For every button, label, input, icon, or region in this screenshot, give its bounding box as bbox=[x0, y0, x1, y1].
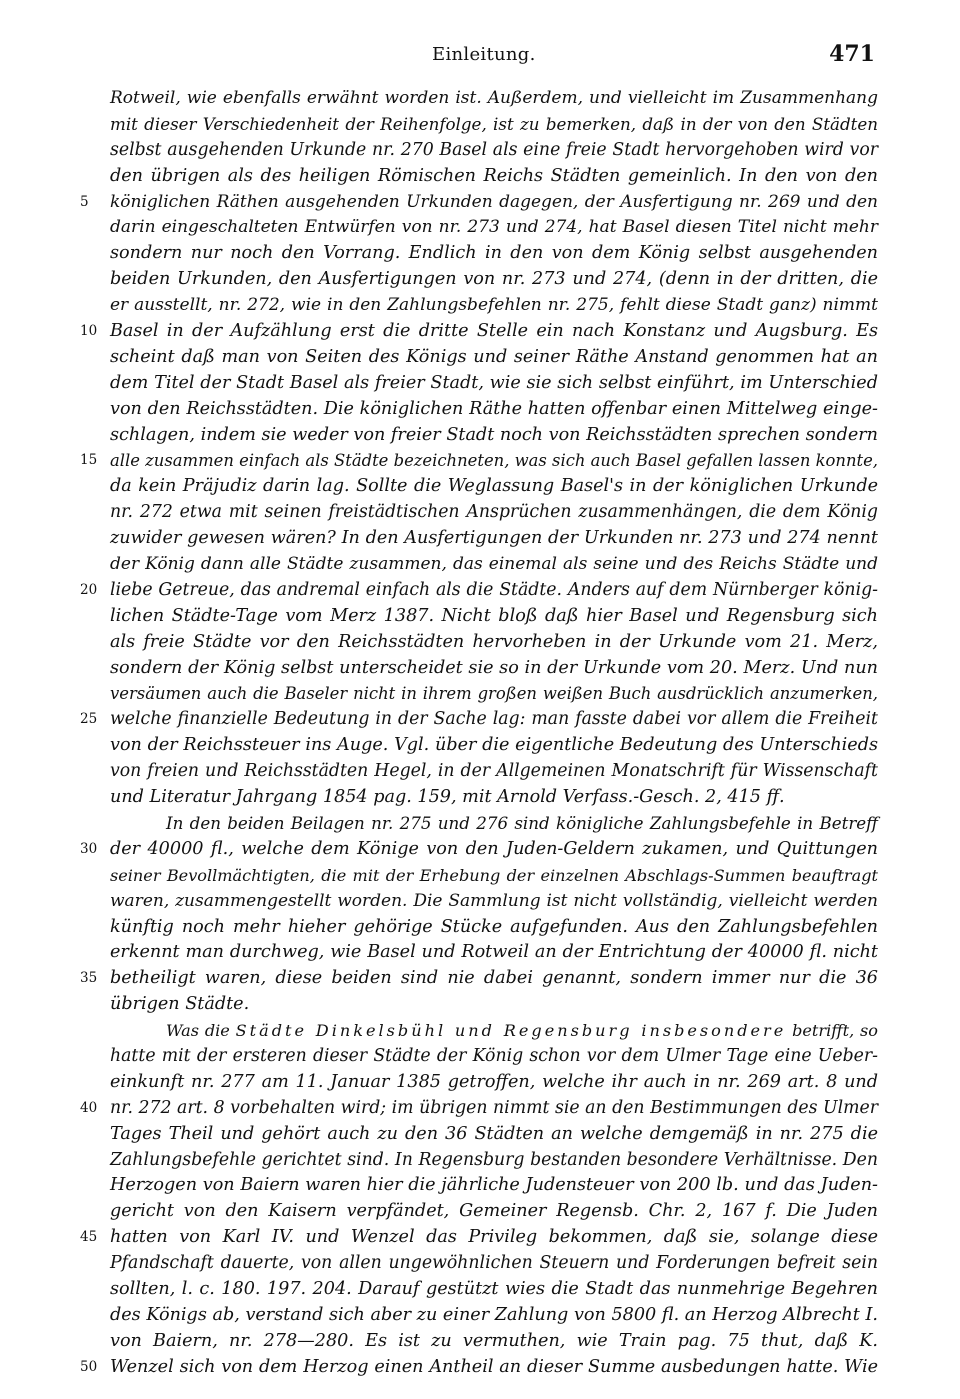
text-line bbox=[80, 578, 878, 604]
line-number: 20 bbox=[80, 581, 98, 598]
line-number: 40 bbox=[80, 1099, 98, 1116]
text-line bbox=[110, 785, 878, 811]
line-text: betrifft, so bbox=[786, 1021, 878, 1041]
text-line bbox=[110, 1044, 878, 1070]
line-text: betheiligt waren, diese beiden sind nie dabei genannt, sondern immer nur die 36 bbox=[110, 968, 878, 989]
line-text: er ausstellt, nr. 272, wie in den Zahlungsbefehlen nr. 275, fehlt diese Stadt ganz) nimmt bbox=[110, 295, 878, 316]
text-line bbox=[110, 915, 878, 941]
text-line bbox=[80, 319, 878, 345]
text-line bbox=[110, 1122, 878, 1148]
line-text: von den Reichsstädten. Die königlichen Räthe hatten offenbar einen Mittelweg einge- bbox=[110, 398, 878, 419]
line-text: liebe Getreue, das andremal einfach als die Städte. Anders auf dem Nürnberger könig- bbox=[110, 579, 878, 600]
line-text: sondern der König selbst unterscheidet sie so in der Urkunde vom 20. Merz. Und nun bbox=[110, 657, 878, 678]
text-line bbox=[110, 940, 878, 966]
line-text: Wenzel sich von dem Herzog einen Antheil an dieser Summe ausbedungen hatte. Wie bbox=[110, 1356, 878, 1377]
text-line bbox=[110, 1018, 878, 1044]
line-text: beiden Urkunden, den Ausfertigungen von nr. 273 und 274, (denn in der dritten, die bbox=[110, 269, 878, 290]
text-line bbox=[80, 448, 878, 474]
line-text: von der Reichssteuer ins Auge. Vgl. über die eigentliche Bedeutung des Unterschieds bbox=[110, 735, 878, 756]
line-text: der König dann alle Städte zusammen, das einemal als seine und des Reichs Städte und bbox=[110, 554, 878, 575]
line-text: In den beiden Beilagen nr. 275 und 276 sind königliche Zahlungsbefehle in Betreff bbox=[166, 812, 878, 833]
text-line bbox=[110, 293, 878, 319]
spaced-emphasis: Städte Dinkelsbühl und Regensburg insbesondere bbox=[235, 1021, 787, 1041]
text-line bbox=[110, 863, 878, 889]
line-text: sondern nur noch den Vorrang. Endlich in den von dem König selbst ausgehenden bbox=[110, 243, 878, 264]
text-line bbox=[80, 966, 878, 992]
line-text: der 40000 fl., welche dem Könige von den Juden-Geldern zukamen, und Quittungen bbox=[110, 838, 878, 859]
line-text: selbst ausgehenden Urkunde nr. 270 Basel als eine freie Stadt hervorgehoben wird vor bbox=[110, 139, 878, 160]
line-text: dem Titel der Stadt Basel als freier Stadt, wie sie sich selbst einführt, im Unterschied bbox=[110, 372, 878, 393]
text-line bbox=[110, 889, 878, 915]
line-text: scheint daß man von Seiten des Königs und seiner Räthe Anstand genommen hat an bbox=[110, 346, 878, 367]
line-text: Basel in der Aufzählung erst die dritte Stelle ein nach Konstanz und Augsburg. Es bbox=[110, 321, 878, 342]
text-line bbox=[110, 474, 878, 500]
text-line bbox=[110, 681, 878, 707]
line-number: 35 bbox=[80, 970, 98, 987]
line-text: Zahlungsbefehle gerichtet sind. In Regensburg bestanden besondere Verhältnisse. Den bbox=[110, 1149, 878, 1170]
text-line bbox=[110, 811, 878, 837]
line-number: 25 bbox=[80, 711, 98, 728]
text-line bbox=[110, 1070, 878, 1096]
text-line bbox=[80, 1355, 878, 1381]
line-text: zuwider gewesen wären? In den Ausfertigungen der Urkunden nr. 273 und 274 nennt bbox=[110, 528, 878, 549]
line-text: schlagen, indem sie weder von freier Stadt noch von Reichsstädten sprechen sondern bbox=[110, 424, 878, 445]
line-text: versäumen auch die Baseler nicht in ihrem großen weißen Buch ausdrücklich anzumerken, bbox=[110, 684, 878, 704]
line-number: 50 bbox=[80, 1358, 98, 1375]
line-text: lichen Städte-Tage vom Merz 1387. Nicht bloß daß hier Basel und Regensburg sich bbox=[110, 605, 878, 626]
line-text: darin eingeschalteten Entwürfen von nr. 273 und 274, hat Basel diesen Titel nicht mehr bbox=[110, 217, 878, 238]
line-text: als freie Städte vor den Reichsstädten hervorheben in der Urkunde vom 21. Merz, bbox=[110, 631, 878, 652]
line-number: 10 bbox=[80, 323, 98, 340]
text-line bbox=[110, 604, 878, 630]
text-line bbox=[110, 526, 878, 552]
line-text: Pfandschaft dauerte, von allen ungewöhnlichen Steuern und Forderungen befreit sein bbox=[110, 1253, 878, 1274]
text-line bbox=[110, 1148, 878, 1174]
text-line bbox=[110, 733, 878, 759]
text-line bbox=[110, 1303, 878, 1329]
text-line bbox=[110, 138, 878, 164]
line-text: Rotweil, wie ebenfalls erwähnt worden ist. Außerdem, und vielleicht im Zusammenhang bbox=[110, 88, 878, 108]
line-number: 30 bbox=[80, 840, 98, 857]
line-text: den übrigen als des heiligen Römischen Reichs Städten gemeinlich. In den von den bbox=[110, 165, 878, 186]
line-text: einkunft nr. 277 am 11. Januar 1385 getroffen, welche ihr auch in nr. 269 art. 8 und bbox=[110, 1071, 878, 1092]
line-text: sollten, l. c. 180. 197. 204. Darauf gestützt wies die Stadt das nunmehrige Begehren bbox=[110, 1278, 878, 1299]
line-text: da kein Präjudiz darin lag. Sollte die Weglassung Basel's in der königlichen Urkunde bbox=[110, 476, 878, 497]
page-number: 471 bbox=[829, 41, 875, 67]
line-number: 45 bbox=[80, 1229, 98, 1246]
line-text: und Literatur Jahrgang 1854 pag. 159, mit Arnold Verfass.-Gesch. 2, 415 ff. bbox=[110, 787, 785, 808]
text-line bbox=[110, 112, 878, 138]
line-text: künftig noch mehr hieher gehörige Stücke aufgefunden. Aus den Zahlungsbefehlen bbox=[110, 916, 878, 937]
text-line bbox=[110, 1251, 878, 1277]
line-text: von Baiern, nr. 278—280. Es ist zu vermuthen, wie Train pag. 75 thut, daß K. bbox=[110, 1330, 878, 1351]
text-line bbox=[110, 1199, 878, 1225]
text-line bbox=[110, 241, 878, 267]
text-line bbox=[110, 423, 878, 449]
text-line bbox=[110, 371, 878, 397]
text-line bbox=[110, 345, 878, 371]
text-line bbox=[110, 164, 878, 190]
text-line bbox=[110, 1329, 878, 1355]
line-text: seiner Bevollmächtigten, die mit der Erhebung der einzelnen Abschlags-Summen beauftragt bbox=[110, 865, 878, 885]
line-text: alle zusammen einfach als Städte bezeichneten, was sich auch Basel gefallen lassen konnte, bbox=[110, 451, 878, 471]
text-line bbox=[110, 267, 878, 293]
text-line bbox=[110, 759, 878, 785]
line-text: von freien und Reichsstädten Hegel, in der Allgemeinen Monatschrift für Wissenschaft bbox=[110, 761, 878, 782]
text-line bbox=[110, 215, 878, 241]
line-text: erkennt man durchweg, wie Basel und Rotweil an der Entrichtung der 40000 fl. nicht bbox=[110, 942, 878, 963]
body-text bbox=[80, 86, 878, 1381]
line-text: Herzogen von Baiern waren hier die jährliche Judensteuer von 200 lb. und das Juden- bbox=[110, 1175, 878, 1196]
text-line bbox=[110, 992, 878, 1018]
line-text: des Königs ab, verstand sich aber zu einer Zahlung von 5800 fl. an Herzog Albrecht I. bbox=[110, 1304, 878, 1325]
line-text: nr. 272 etwa mit seinen freistädtischen Ansprüchen zusammenhängen, die dem König bbox=[110, 502, 878, 523]
line-text: hatte mit der ersteren dieser Städte der König schon vor dem Ulmer Tage eine Ueber- bbox=[110, 1045, 878, 1066]
text-line bbox=[80, 1225, 878, 1251]
text-line bbox=[80, 190, 878, 216]
line-text: gericht von den Kaisern verpfändet, Gemeiner Regensb. Chr. 2, 167 f. Die Juden bbox=[110, 1201, 878, 1222]
line-text: Was die bbox=[166, 1021, 236, 1041]
text-line bbox=[80, 707, 878, 733]
text-line bbox=[110, 86, 878, 112]
text-line bbox=[110, 656, 878, 682]
text-line bbox=[110, 1173, 878, 1199]
line-text: königlichen Räthen ausgehenden Urkunden dagegen, der Ausfertigung nr. 269 und den bbox=[110, 191, 878, 212]
text-line bbox=[110, 397, 878, 423]
line-text: Tages Theil und gehört auch zu den 36 Städten an welche demgemäß in nr. 275 die bbox=[110, 1123, 878, 1144]
text-line bbox=[110, 630, 878, 656]
line-number: 15 bbox=[80, 452, 98, 469]
line-text: nr. 272 art. 8 vorbehalten wird; im übrigen nimmt sie an den Bestimmungen des Ulmer bbox=[110, 1097, 878, 1118]
running-header bbox=[110, 41, 875, 74]
line-text: welche finanzielle Bedeutung in der Sache lag: man fasste dabei vor allem die Freiheit bbox=[110, 709, 878, 730]
running-title: Einleitung. bbox=[432, 44, 536, 65]
line-number: 5 bbox=[80, 193, 89, 210]
text-line bbox=[110, 552, 878, 578]
text-line bbox=[110, 1277, 878, 1303]
line-text: waren, zusammengestellt worden. Die Sammlung ist nicht vollständig, vielleicht werden bbox=[110, 890, 878, 911]
line-text: übrigen Städte. bbox=[110, 994, 250, 1015]
text-line bbox=[80, 1096, 878, 1122]
line-text: hatten von Karl IV. und Wenzel das Privileg bekommen, daß sie, solange diese bbox=[110, 1227, 878, 1248]
text-line bbox=[80, 837, 878, 863]
line-text: mit dieser Verschiedenheit der Reihenfolge, ist zu bemerken, daß in der von den Städten bbox=[110, 113, 878, 134]
text-line bbox=[110, 500, 878, 526]
